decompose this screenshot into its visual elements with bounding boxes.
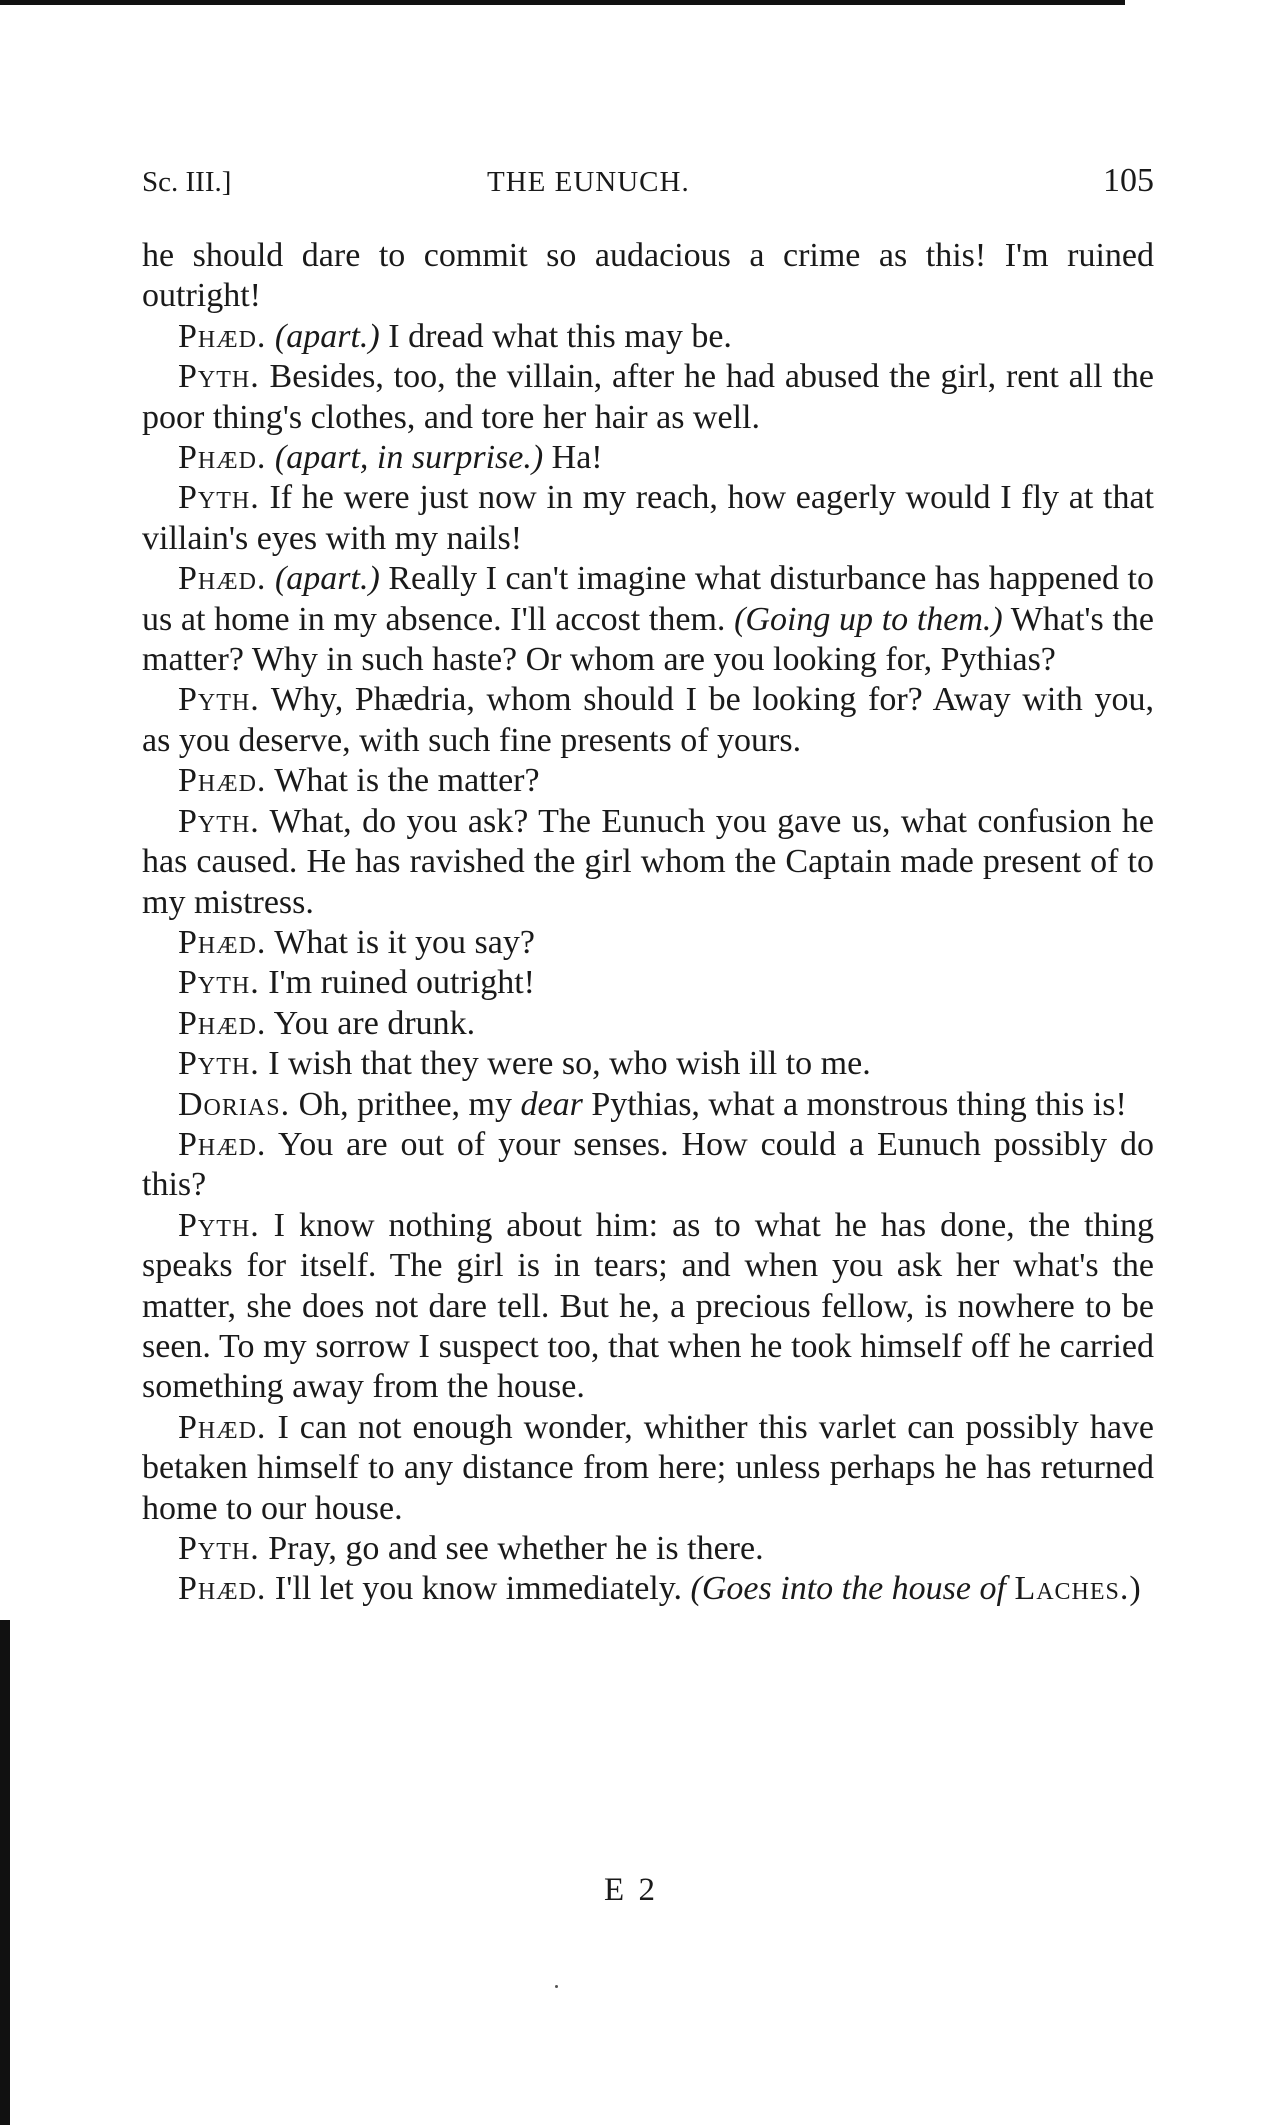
dialogue-paragraph xyxy=(142,1125,1154,1206)
stage-direction: (apart.) xyxy=(274,560,380,598)
speaker-name: Phæd. xyxy=(178,923,267,961)
speaker-name: Pyth. xyxy=(178,358,260,396)
dialogue-text: Pray, go and see whether he is there. xyxy=(259,1530,764,1567)
page-number: 105 xyxy=(1103,162,1154,199)
speaker-name: Phæd. xyxy=(178,439,267,477)
dialogue-text: What's the matter? Why in such haste? Or whom are you looking for, Pythias? xyxy=(142,600,1154,679)
stage-direction: (Going up to them.) xyxy=(734,600,1003,638)
dialogue-text: You are out of your senses. How could a Eunuch possibly do this? xyxy=(142,1125,1154,1204)
dialogue-paragraph xyxy=(142,923,1154,963)
page-body xyxy=(142,236,1154,1610)
dialogue-paragraph xyxy=(142,802,1154,923)
dialogue-text xyxy=(266,439,275,476)
dialogue-text: I'll let you know immediately. xyxy=(266,1570,691,1608)
dialogue-paragraph xyxy=(142,963,1154,1003)
top-page-edge xyxy=(0,0,1125,5)
dialogue-paragraph xyxy=(142,1004,1154,1044)
speaker-name: Phæd. xyxy=(178,1408,267,1446)
dialogue-paragraph xyxy=(142,357,1154,438)
dialogue-paragraph xyxy=(142,317,1154,357)
dialogue-text: If he were just now in my reach, how eagerly would I fly at that villain's eyes with my nails! xyxy=(142,479,1154,557)
speaker-name: Phæd. xyxy=(178,1125,267,1163)
scene-reference: Sc. III.] xyxy=(142,166,232,198)
dialogue-paragraph xyxy=(142,1044,1154,1084)
dialogue-text: Besides, too, the villain, after he had abused the girl, rent all the poor thing's clothes, and tore her hair as well. xyxy=(142,358,1154,436)
dialogue-paragraph xyxy=(142,236,1154,317)
running-header xyxy=(142,162,1154,212)
dialogue-paragraph xyxy=(142,1206,1154,1408)
speaker-name: Phæd. xyxy=(178,560,267,598)
dialogue-paragraph xyxy=(142,1085,1154,1125)
dialogue-text: Pythias, what a monstrous thing this is! xyxy=(582,1085,1127,1123)
stage-direction: (apart.) xyxy=(274,317,380,355)
dialogue-text xyxy=(266,318,275,355)
dialogue-text: Ha! xyxy=(543,439,603,477)
dialogue-text: I can not enough wonder, whither this varlet can possibly have betaken himself to any distance from here; unless perhaps he has returned home to our house. xyxy=(142,1408,1154,1527)
speaker-name: Phæd. xyxy=(178,762,267,800)
signature-mark: E 2 xyxy=(604,1872,658,1908)
dialogue-paragraph xyxy=(142,1569,1154,1609)
speaker-name: Phæd. xyxy=(178,1004,267,1042)
dialogue-text: What is it you say? xyxy=(266,923,535,961)
dialogue-paragraph xyxy=(142,1529,1154,1569)
dialogue-paragraph xyxy=(142,680,1154,761)
speaker-name: Pyth. xyxy=(178,802,260,840)
dialogue-text: I dread what this may be. xyxy=(379,317,732,355)
speaker-name: Laches. xyxy=(1014,1570,1130,1608)
dialogue-paragraph xyxy=(142,1408,1154,1529)
speaker-name: Pyth. xyxy=(178,964,260,1002)
stage-direction: (apart, in surprise.) xyxy=(274,439,544,477)
dialogue-paragraph xyxy=(142,438,1154,478)
running-title: THE EUNUCH. xyxy=(487,166,690,198)
dialogue-text: ) xyxy=(1129,1570,1141,1608)
print-speck xyxy=(555,1985,558,1988)
dialogue-text: Oh, prithee, my xyxy=(290,1085,521,1123)
speaker-name: Phæd. xyxy=(178,1570,267,1608)
dialogue-text: I know nothing about him: as to what he has done, the thing speaks for itself. The girl is in tears; and when you ask her what's the matter, she does not dare tell. But he, a precious fellow, is nowhere to be seen. To my sorrow I suspect too, that when he took himself off he carried something away from the house. xyxy=(142,1206,1154,1406)
speaker-name: Pyth. xyxy=(178,681,260,719)
speaker-name: Pyth. xyxy=(178,1045,260,1083)
speaker-name: Pyth. xyxy=(178,479,260,517)
dialogue-text: What, do you ask? The Eunuch you gave us, what confusion he has caused. He has ravished the girl whom the Captain made present of to my mistress. xyxy=(142,802,1154,921)
dialogue-text: What is the matter? xyxy=(266,762,540,800)
stage-direction: dear xyxy=(520,1085,583,1123)
dialogue-text xyxy=(266,560,275,597)
dialogue-text: he should dare to commit so audacious a crime as this! I'm ruined outright! xyxy=(142,237,1154,315)
dialogue-paragraph xyxy=(142,478,1154,559)
dialogue-text: I wish that they were so, who wish ill to me. xyxy=(259,1045,871,1083)
speaker-name: Pyth. xyxy=(178,1530,260,1567)
dialogue-text: I'm ruined outright! xyxy=(259,964,535,1002)
stage-direction: (Goes into the house of xyxy=(690,1570,1006,1608)
dialogue-text: You are drunk. xyxy=(266,1004,476,1042)
dialogue-paragraph xyxy=(142,559,1154,680)
dialogue-text: Why, Phædria, whom should I be looking for? Away with you, as you deserve, with such fine presents of yours. xyxy=(142,681,1154,759)
speaker-name: Pyth. xyxy=(178,1206,260,1244)
dialogue-paragraph xyxy=(142,761,1154,801)
speaker-name: Dorias. xyxy=(178,1085,291,1123)
speaker-name: Phæd. xyxy=(178,317,267,355)
dialogue-text: Really I can't imagine what disturbance has happened to us at home in my absence. I'll accost them. xyxy=(142,560,1155,638)
